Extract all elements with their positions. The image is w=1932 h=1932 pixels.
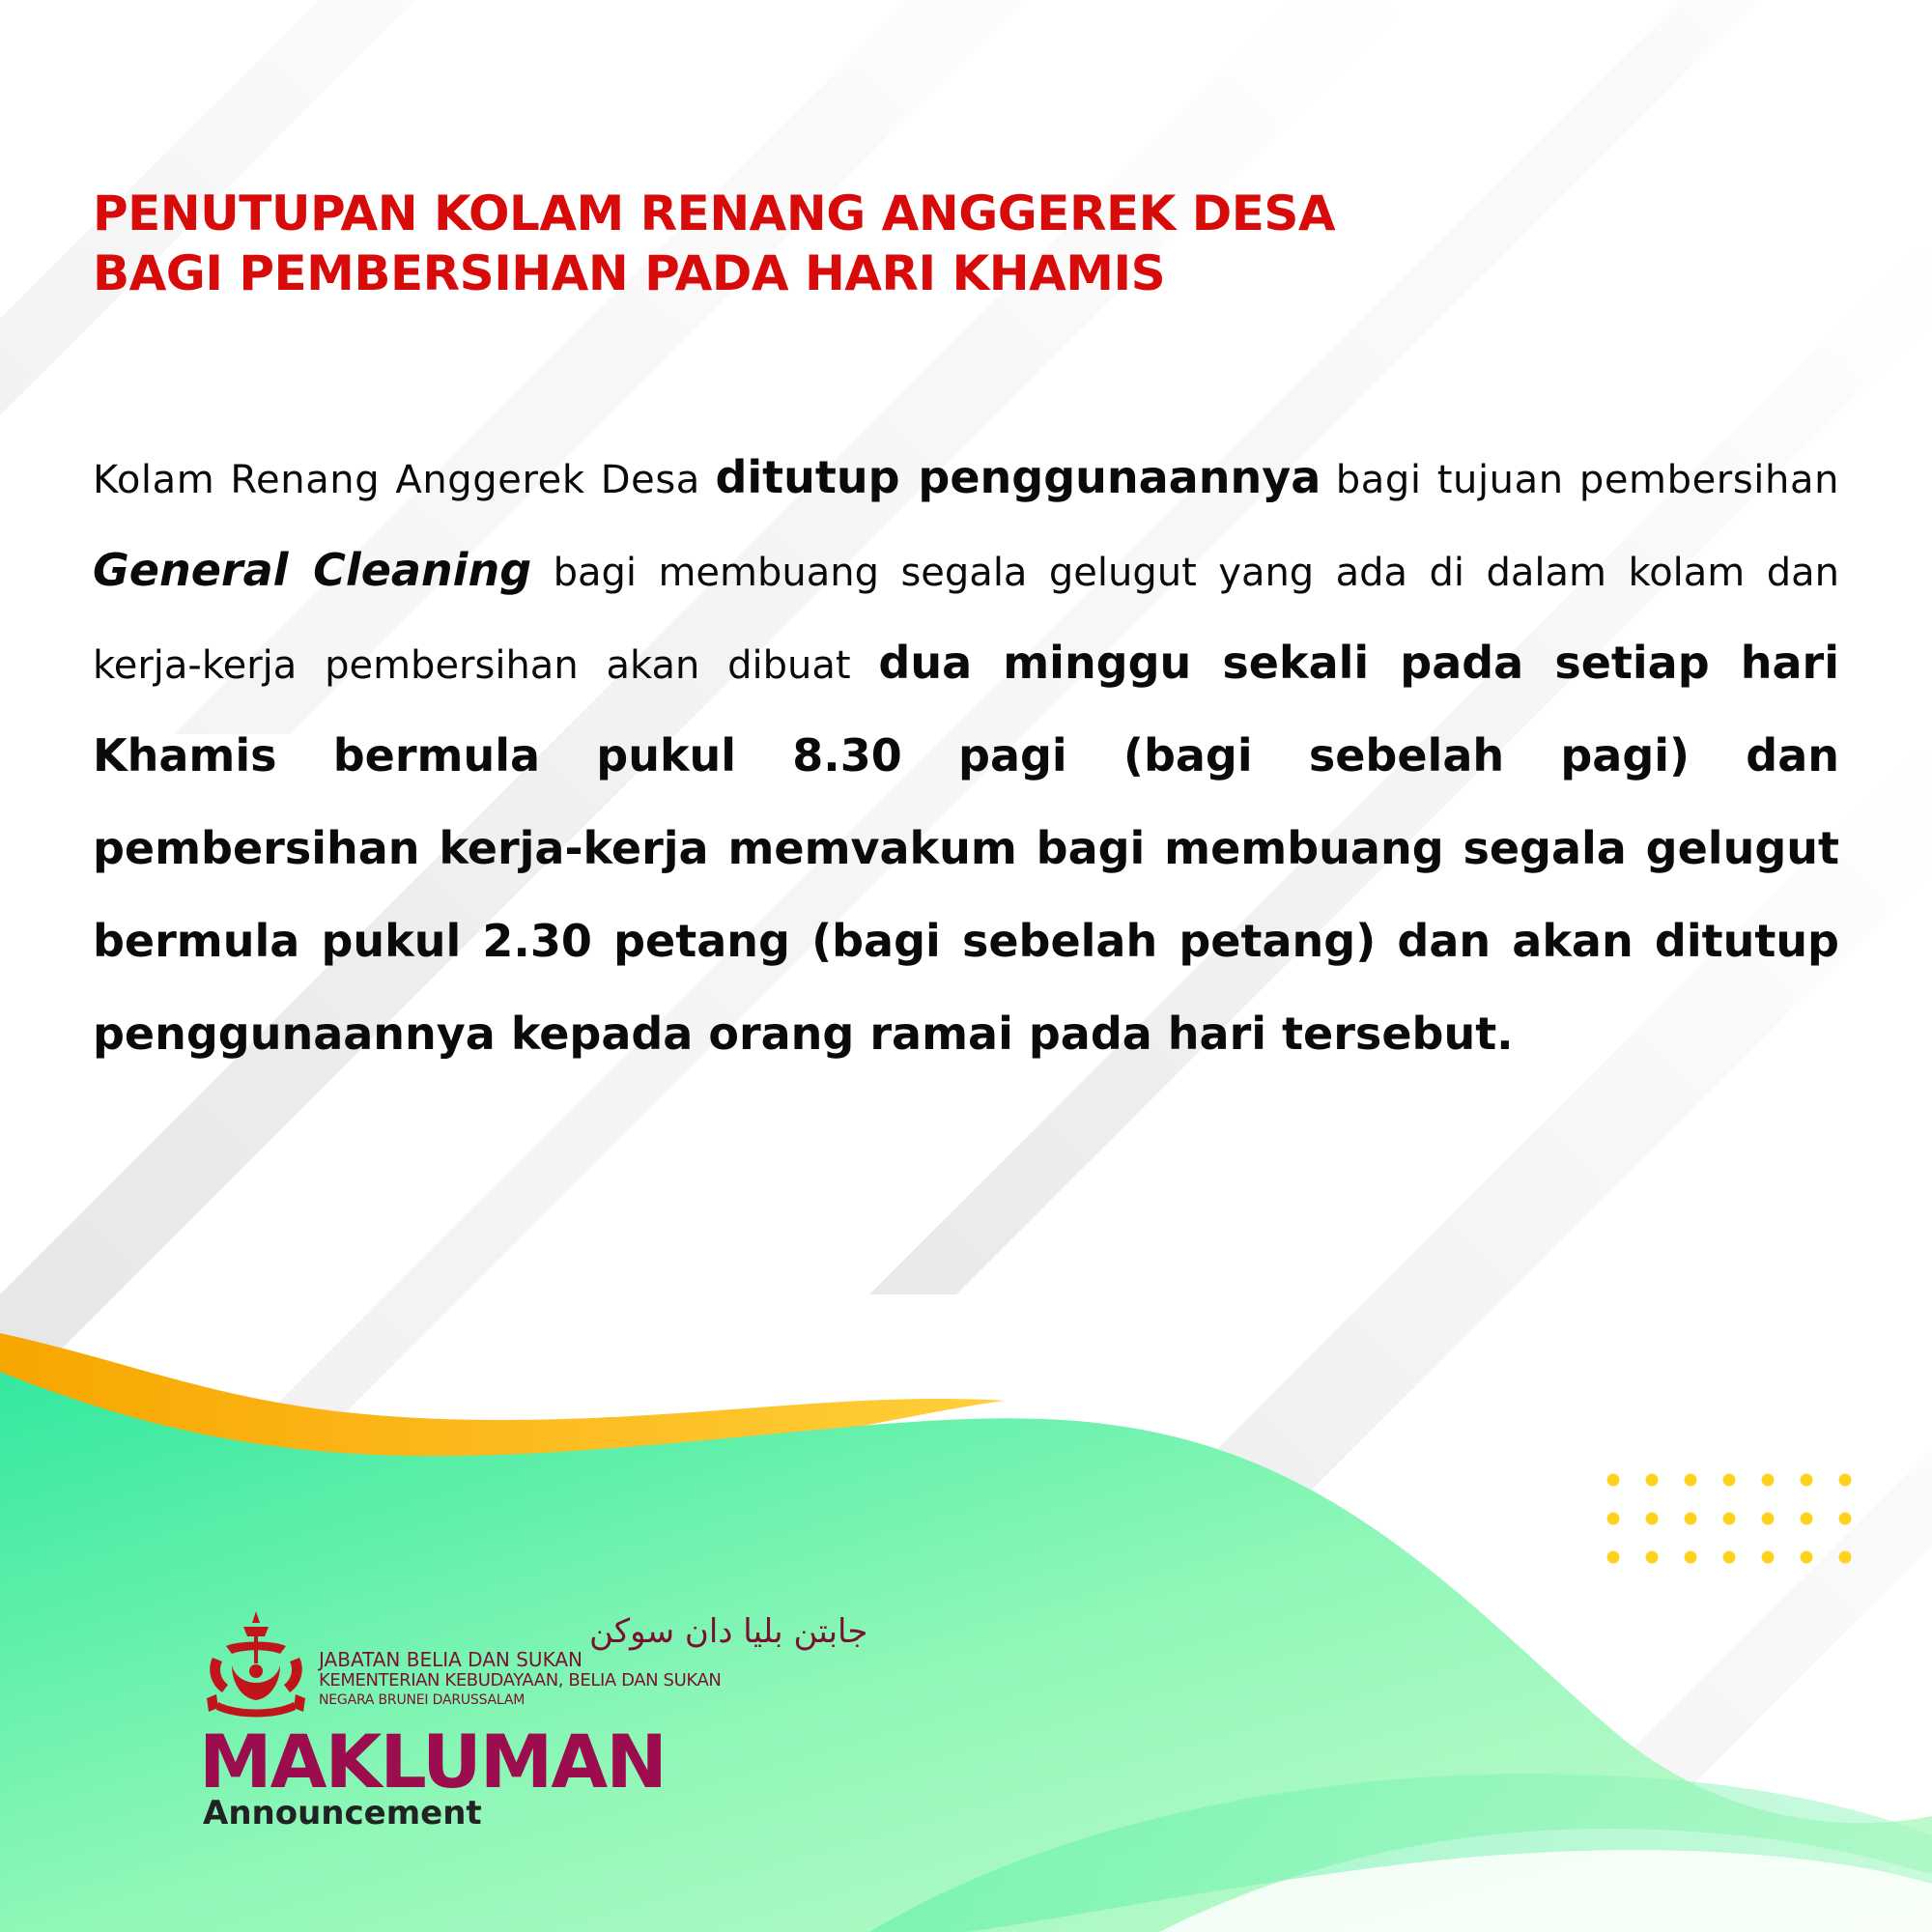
- decorative-dot: [1762, 1474, 1775, 1487]
- decorative-dot: [1801, 1513, 1813, 1525]
- decorative-dot: [1646, 1474, 1659, 1487]
- org-name: JABATAN BELIA DAN SUKAN: [319, 1648, 582, 1671]
- decorative-dot: [1723, 1513, 1736, 1525]
- title-line-2: BAGI PEMBERSIHAN PADA HARI KHAMIS: [93, 245, 1166, 301]
- decorative-dot: [1685, 1474, 1697, 1487]
- title-line-1: PENUTUPAN KOLAM RENANG ANGGEREK DESA: [93, 185, 1336, 242]
- org-country: NEGARA BRUNEI DARUSSALAM: [319, 1692, 526, 1708]
- brunei-crest-icon: [199, 1607, 313, 1725]
- decorative-dot-grid: [1604, 1470, 1855, 1577]
- body-text-part-6: dua minggu sekali pada setiap hari Khamis bermula pukul 8.30 pagi (bagi sebelah pagi) dan pembersihan kerja-kerja memvakum bagi membuang segala gelugut bermula pukul 2.30 petang (bagi sebelah petang) dan akan ditutup penggunaannya kepada orang ramai pada hari tersebut.: [93, 637, 1839, 1060]
- decorative-dot: [1607, 1551, 1620, 1564]
- body-text-part-2: ditutup penggunaannya: [715, 451, 1321, 503]
- decorative-dot: [1801, 1474, 1813, 1487]
- body-text-part-1: Kolam Renang Anggerek Desa: [93, 458, 700, 502]
- decorative-dot: [1839, 1551, 1852, 1564]
- announcement-title: [93, 184, 1851, 303]
- decorative-dot: [1762, 1513, 1775, 1525]
- org-ministry: KEMENTERIAN KEBUDAYAAN, BELIA DAN SUKAN: [319, 1670, 722, 1690]
- decorative-dot: [1839, 1474, 1852, 1487]
- body-text-part-3: bagi tujuan pembersihan: [1335, 458, 1840, 502]
- body-text-part-4: General Cleaning: [93, 544, 532, 596]
- makluman-heading: MAKLUMAN: [199, 1719, 666, 1804]
- decorative-dot: [1685, 1513, 1697, 1525]
- decorative-dot: [1762, 1551, 1775, 1564]
- decorative-dot: [1646, 1551, 1659, 1564]
- decorative-dot: [1801, 1551, 1813, 1564]
- decorative-dot: [1723, 1474, 1736, 1487]
- decorative-dot: [1607, 1513, 1620, 1525]
- decorative-dot: [1607, 1474, 1620, 1487]
- org-jawi-text: جابتن بليا دان سوكن: [589, 1612, 868, 1651]
- announcement-subheading: Announcement: [203, 1794, 482, 1833]
- decorative-dot: [1685, 1551, 1697, 1564]
- decorative-dot: [1646, 1513, 1659, 1525]
- announcement-body: [93, 433, 1839, 1082]
- body-text-part-5: bagi membuang segala gelugut yang ada di dalam kolam dan kerja-kerja pembersihan akan dibuat: [93, 551, 1839, 688]
- decorative-dot: [1839, 1513, 1852, 1525]
- decorative-dot: [1723, 1551, 1736, 1564]
